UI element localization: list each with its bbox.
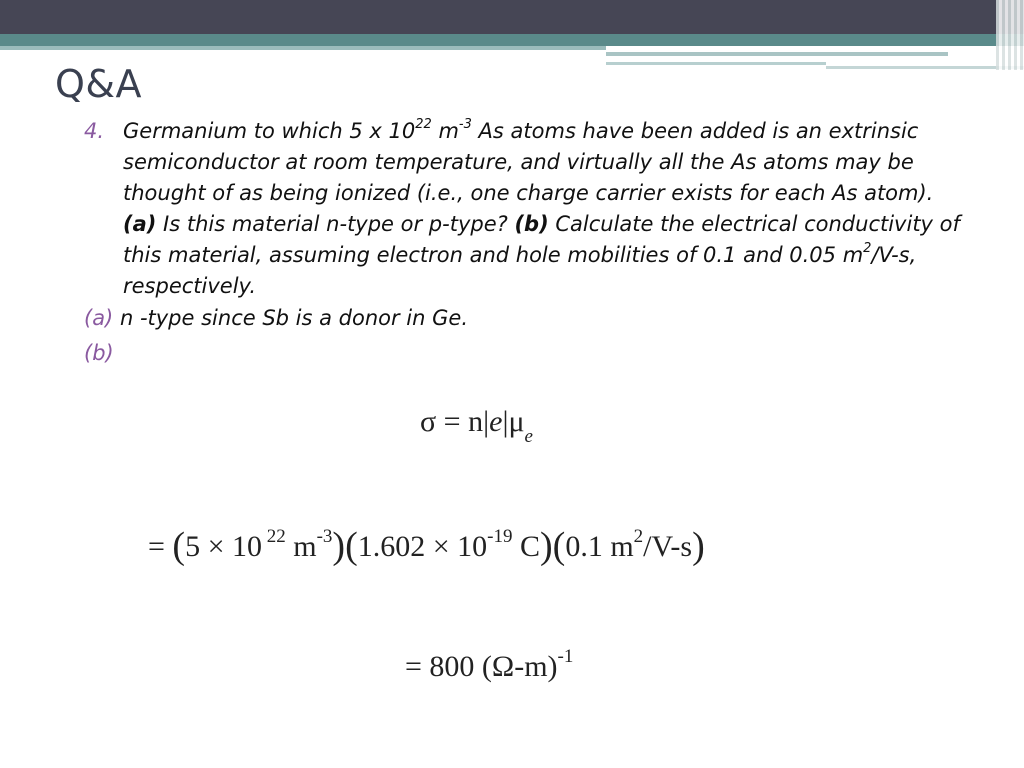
answer-a [84, 306, 468, 330]
header-accent-strip [606, 52, 948, 56]
header-bar [0, 0, 1024, 34]
answer-b-label: (b) [84, 341, 114, 365]
header-accent-strip [606, 62, 826, 65]
header-decoration-lines [996, 0, 1024, 70]
answer-a-text: n -type since Sb is a donor in Ge. [119, 306, 468, 330]
header-accent-line [0, 46, 606, 50]
equation-conductivity-formula: $\sigma = n|e|\mu_e$ [420, 405, 533, 447]
header-accent-strip [826, 66, 1024, 69]
header-accent-band [0, 34, 1024, 46]
slide-title: Q&A [55, 62, 143, 106]
question-number: 4. [84, 119, 105, 143]
part-b-label: (b) [514, 212, 549, 236]
answer-a-label: (a) [84, 306, 114, 330]
part-a-label: (a) [123, 212, 157, 236]
equation-result: = 800 $(\Omega-m)^{-1}$ [405, 646, 574, 683]
question-block [84, 116, 964, 302]
question-text: Germanium to which 5 x $10^{22}$ $m^{-3}$ As atoms have been added is an extrinsic semiconductor at room temperature, and virtually all the As atoms may be thought of as being ionized (i.e., one charge carrier exists for each As atom). (a) Is this material n-type or p-type? (b) Calculate the electrical conductivity of this material, assuming electron and hole mobilities of 0.1 and 0.05 $m^2/V-s$, respectively. [123, 117, 960, 298]
equation-substitution: = (5 × 10 $^{22}$ $m^{-3})(1.602 \times 10^{-19}$ C)(0.1 $m^2/V-s$) [148, 525, 705, 567]
answer-b [84, 341, 114, 365]
